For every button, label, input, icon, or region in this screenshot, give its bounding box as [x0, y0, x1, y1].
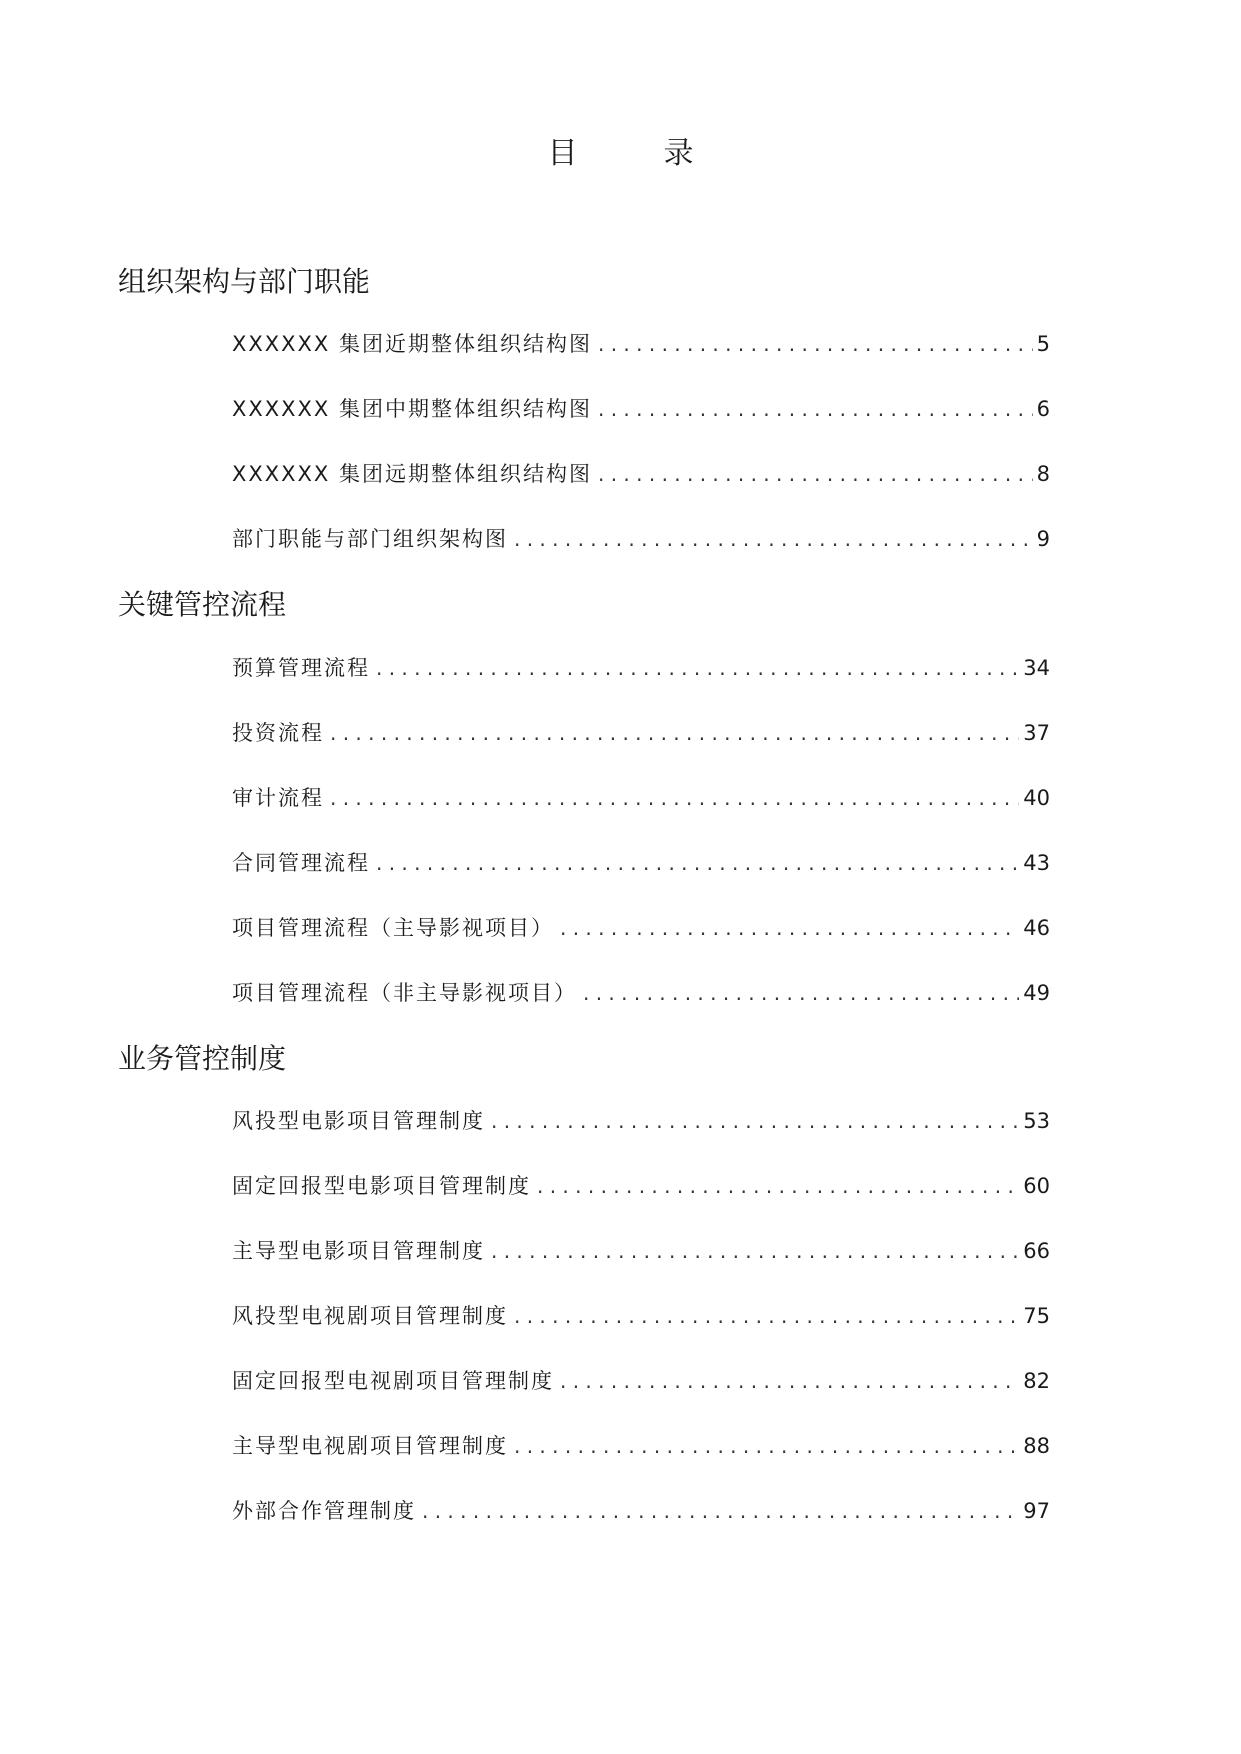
dot-leader	[422, 1494, 1019, 1528]
dot-leader	[598, 327, 1033, 361]
toc-entry-page: 97	[1023, 1499, 1050, 1523]
dot-leader	[537, 1169, 1019, 1203]
toc-entry[interactable]	[232, 392, 1050, 426]
dot-leader	[598, 457, 1033, 491]
toc-entry-label: 部门职能与部门组织架构图	[232, 527, 508, 551]
toc-entry-page: 53	[1023, 1109, 1050, 1133]
dot-leader	[514, 522, 1033, 556]
dot-leader	[330, 716, 1019, 750]
toc-entry-label: XXXXXX 集团远期整体组织结构图	[232, 462, 592, 486]
toc-entry[interactable]	[232, 911, 1050, 945]
dot-leader	[514, 1429, 1019, 1463]
dot-leader	[491, 1234, 1019, 1268]
toc-entry[interactable]	[232, 327, 1050, 361]
dot-leader	[376, 651, 1019, 685]
toc-entry[interactable]	[232, 522, 1050, 556]
toc-entry-page: 5	[1036, 332, 1050, 356]
toc-entry-label: 审计流程	[232, 786, 324, 810]
dot-leader	[514, 1299, 1019, 1333]
toc-entry[interactable]	[232, 1494, 1050, 1528]
toc-entry-page: 60	[1023, 1174, 1050, 1198]
toc-entry[interactable]	[232, 716, 1050, 750]
toc-entry[interactable]	[232, 1169, 1050, 1203]
toc-entry-page: 43	[1023, 851, 1050, 875]
toc-entry-label: 合同管理流程	[232, 851, 370, 875]
toc-entry[interactable]	[232, 1299, 1050, 1333]
section-heading: 业务管控制度	[118, 1042, 287, 1075]
toc-entry-label: 主导型电视剧项目管理制度	[232, 1434, 508, 1458]
toc-entry-page: 82	[1023, 1369, 1050, 1393]
toc-entry[interactable]	[232, 1429, 1050, 1463]
toc-entry-page: 9	[1036, 527, 1050, 551]
dot-leader	[330, 781, 1019, 815]
toc-entry-label: 投资流程	[232, 721, 324, 745]
toc-entry[interactable]	[232, 1234, 1050, 1268]
toc-entry-label: 固定回报型电影项目管理制度	[232, 1174, 531, 1198]
toc-entry-page: 40	[1023, 786, 1050, 810]
toc-entry-label: 风投型电视剧项目管理制度	[232, 1304, 508, 1328]
toc-entry-page: 66	[1023, 1239, 1050, 1263]
dot-leader	[560, 911, 1019, 945]
toc-entry-label: 项目管理流程（非主导影视项目）	[232, 981, 577, 1005]
section-heading: 组织架构与部门职能	[118, 265, 371, 298]
toc-title: 目 录	[547, 136, 722, 171]
toc-entry-page: 46	[1023, 916, 1050, 940]
toc-entry[interactable]	[232, 651, 1050, 685]
toc-entry[interactable]	[232, 457, 1050, 491]
dot-leader	[491, 1104, 1019, 1138]
toc-entry-page: 8	[1036, 462, 1050, 486]
toc-entry[interactable]	[232, 1364, 1050, 1398]
toc-entry-page: 37	[1023, 721, 1050, 745]
toc-entry-label: 主导型电影项目管理制度	[232, 1239, 485, 1263]
toc-entry-label: XXXXXX 集团近期整体组织结构图	[232, 332, 592, 356]
toc-entry[interactable]	[232, 976, 1050, 1010]
dot-leader	[598, 392, 1033, 426]
toc-entry-page: 34	[1023, 656, 1050, 680]
toc-entry-page: 6	[1036, 397, 1050, 421]
toc-entry[interactable]	[232, 1104, 1050, 1138]
toc-entry-page: 49	[1023, 981, 1050, 1005]
toc-entry[interactable]	[232, 781, 1050, 815]
dot-leader	[560, 1364, 1019, 1398]
toc-entry-label: 外部合作管理制度	[232, 1499, 416, 1523]
dot-leader	[583, 976, 1019, 1010]
toc-entry-page: 75	[1023, 1304, 1050, 1328]
toc-entry-label: 预算管理流程	[232, 656, 370, 680]
toc-entry[interactable]	[232, 846, 1050, 880]
toc-entry-page: 88	[1023, 1434, 1050, 1458]
dot-leader	[376, 846, 1019, 880]
section-heading: 关键管控流程	[118, 588, 287, 621]
toc-entry-label: 风投型电影项目管理制度	[232, 1109, 485, 1133]
toc-entry-label: XXXXXX 集团中期整体组织结构图	[232, 397, 592, 421]
toc-entry-label: 项目管理流程（主导影视项目）	[232, 916, 554, 940]
toc-entry-label: 固定回报型电视剧项目管理制度	[232, 1369, 554, 1393]
